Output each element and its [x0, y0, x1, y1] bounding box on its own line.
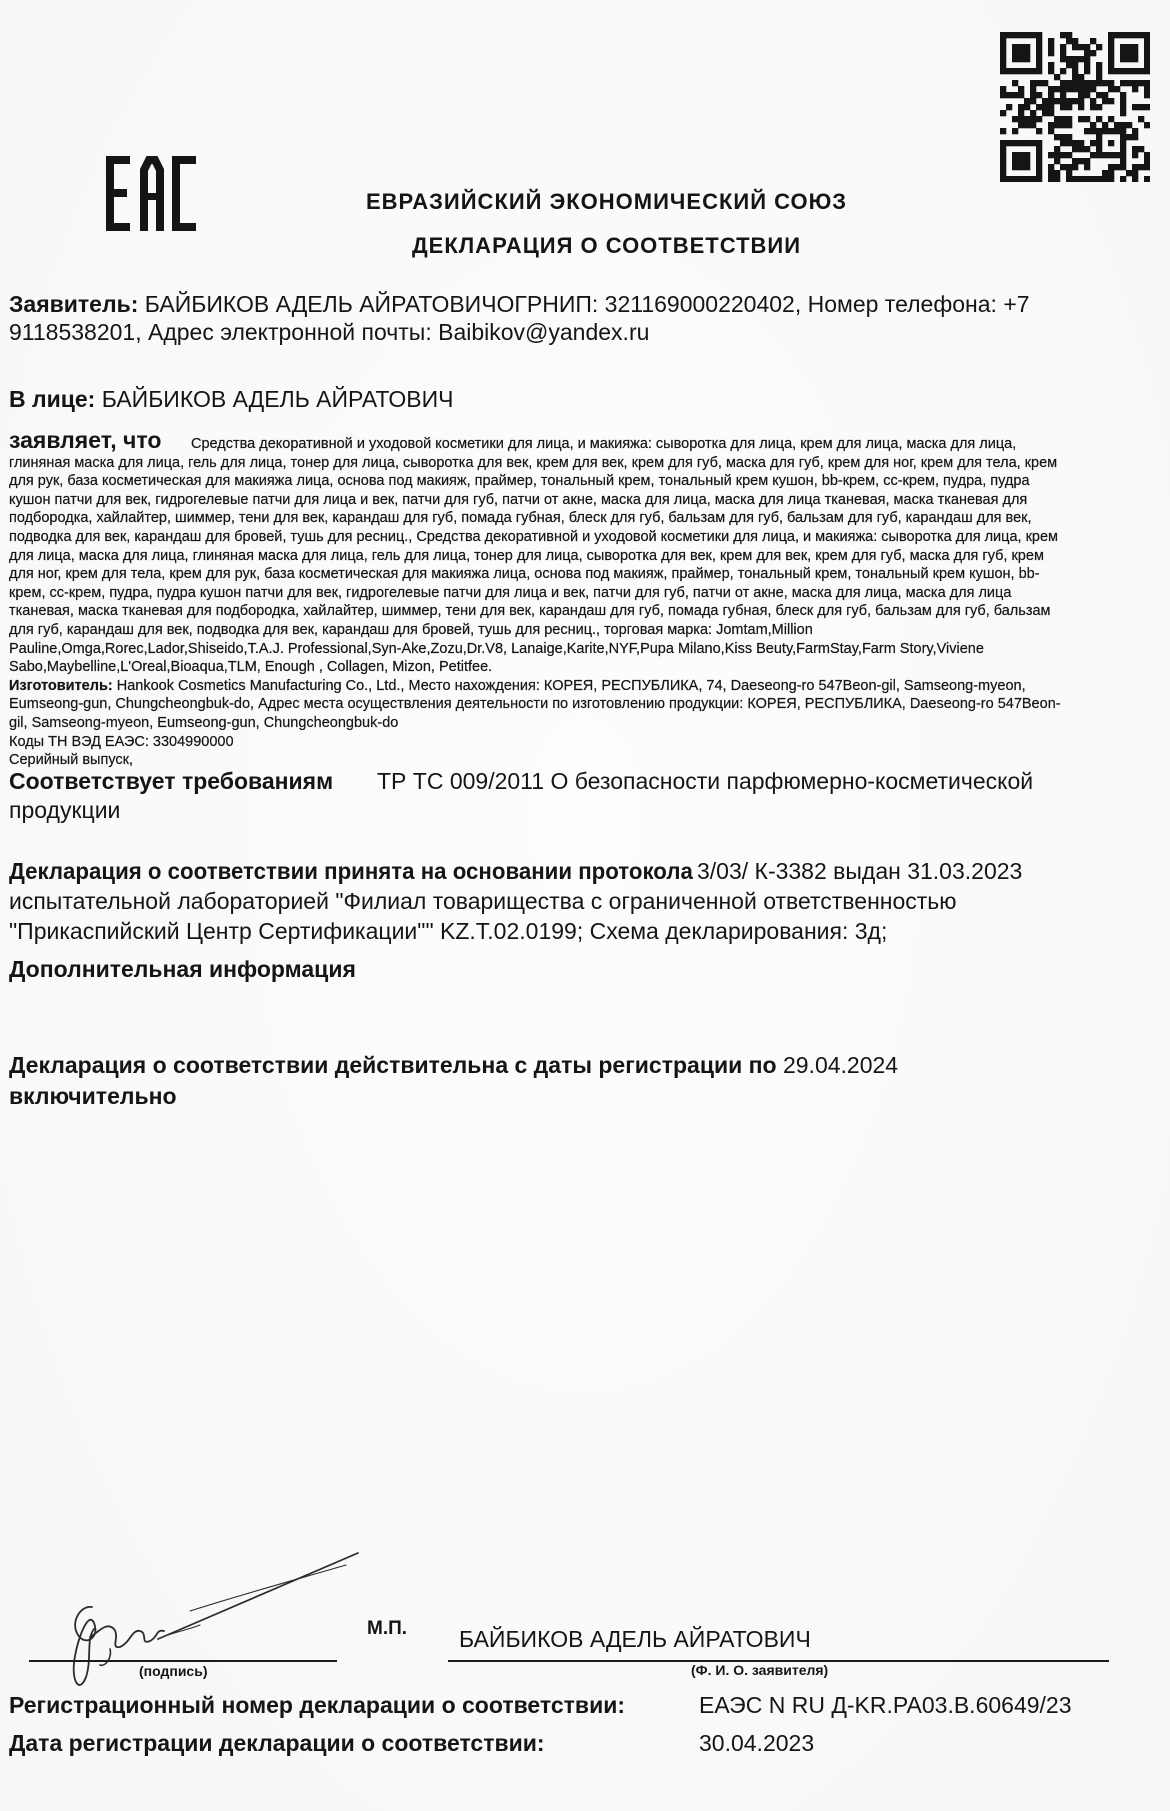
validity-label: Декларация о соответствии действительна с даты регистрации по: [9, 1052, 777, 1078]
applicant-row: [9, 290, 1159, 319]
stamp-placeholder: М.П.: [367, 1618, 408, 1639]
document-title: ДЕКЛАРАЦИЯ О СООТВЕТСТВИИ: [411, 233, 802, 258]
trademark-line: [9, 640, 1122, 659]
conformity-value: ТР ТС 009/2011 О безопасности парфюмерно-косметической: [377, 768, 1034, 794]
conformity-value-row: [377, 767, 1157, 796]
registration-number-row: [699, 1691, 1154, 1720]
trademark-line: [9, 658, 1122, 677]
product-line-text: Средства декоративной и уходовой косметики для лица, и макияжа: сыворотка для лица, крем для лица, маска для лица,: [191, 436, 1017, 452]
basis-row-2: [9, 887, 1159, 916]
laboratory-scheme: "Прикаспийский Центр Сертификации"" KZ.T.02.0199; Схема декларирования: 3д;: [9, 918, 888, 944]
conformity-label: Соответствует требованиям: [9, 768, 334, 794]
product-line: [9, 621, 1122, 640]
qr-code: [1000, 32, 1150, 182]
conformity-label-row: [9, 767, 364, 796]
validity-date: 29.04.2024: [782, 1052, 899, 1078]
signer-name: БАЙБИКОВ АДЕЛЬ АЙРАТОВИЧ: [459, 1626, 811, 1652]
trademark-line-text: Sabo,Maybelline,L'Oreal,Bioaqua,TLM, Enough , Collagen, Mizon, Petitfee.: [9, 659, 493, 676]
declares-label: заявляет, что: [9, 427, 162, 453]
representative-row: [9, 385, 1159, 414]
applicant-contacts: 9118538201, Адрес электронной почты: Baibikov@yandex.ru: [9, 319, 650, 345]
product-line: [9, 509, 1122, 528]
basis-label-row: [9, 857, 693, 886]
conformity-value-continued: продукции: [9, 797, 121, 823]
product-line: [9, 454, 1122, 473]
product-line-text: для рук, база косметическая для макияжа лица, основа под макияж, праймер, тональный крем, тональный крем кушон, bb-крем, cc-крем, пудра, пудра: [9, 473, 1030, 490]
trademark-line-text: Pauline,Omga,Rorec,Lador,Shiseido,T.A.J. Professional,Syn-Ake,Zozu,Dr.V8, Lanaige,Karite,NYF,Pupa Milano,Kiss Beuty,FarmStay,Farm Story,Viviene: [9, 640, 984, 657]
validity-row: [9, 1051, 1159, 1080]
applicant-row-2: [9, 318, 1159, 347]
eac-logo: [106, 156, 196, 231]
registration-date-label: Дата регистрации декларации о соответствии:: [9, 1730, 545, 1756]
signer-caption: (Ф. И. О. заявителя): [691, 1662, 829, 1678]
representative-line: [9, 385, 454, 414]
basis-label: Декларация о соответствии принята на основании протокола: [9, 858, 693, 884]
protocol-reference: 3/03/ К-3382 выдан 31.03.2023: [697, 858, 1023, 884]
registration-date-label-row: [9, 1729, 689, 1758]
additional-info-label: Дополнительная информация: [9, 956, 356, 982]
registration-date: 30.04.2023: [699, 1730, 815, 1756]
basis-value-row: [697, 857, 1157, 886]
product-line-text: глиняная маска для лица, гель для лица, тонер для лица, сыворотка для век, крем для век, крем для губ, маска для губ, крем для ног, крем для тела, крем: [9, 454, 1058, 471]
manufacturer-line-text: Eumseong-gun, Chungcheongbuk-do, Адрес места осуществления деятельности по изготовлению продукции: КОРЕЯ, РЕСПУБЛИКА, Daeseong-ro 547Beon-: [9, 696, 1061, 713]
manufacturer-line-text: gil, Samseong-myeon, Eumseong-gun, Chungcheongbuk-do: [9, 714, 399, 731]
product-line: [9, 584, 1122, 603]
manufacturer-line: [9, 677, 1122, 696]
applicant-label: Заявитель:: [9, 291, 139, 317]
product-line-text: для ног, крем для тела, крем для рук, база косметическая для макияжа лица, основа под макияж, праймер, тональный крем, тональный крем кушон, bb-: [9, 566, 1040, 583]
signature-caption: (подпись): [139, 1663, 208, 1679]
registration-number-label-row: [9, 1691, 689, 1720]
registration-number-label: Регистрационный номер декларации о соответствии:: [9, 1692, 626, 1718]
release-type-text: Серийный выпуск,: [9, 752, 134, 769]
union-title: ЕВРАЗИЙСКИЙ ЭКОНОМИЧЕСКИЙ СОЮЗ: [365, 189, 848, 214]
product-line-text: крем, cc-крем, пудра, пудра кушон патчи для век, гидрогелевые патчи для лица и век, патчи для губ, патчи от акне, маска для лица, маска для лица: [9, 584, 1012, 601]
manufacturer-address: Hankook Cosmetics Manufacturing Co., Ltd., Место нахождения: КОРЕЯ, РЕСПУБЛИКА, 74, Daeseong-ro 547Beon-gil, Samseong-myeon,: [116, 677, 1026, 694]
registration-number: ЕАЭС N RU Д-KR.PA03.B.60649/23: [699, 1692, 1072, 1718]
manufacturer-line: [9, 714, 1122, 733]
product-line-text: тканевая, маска тканевая для подбородка, хайлайтер, шиммер, тени для век, карандаш для губ, помада губная, блеск для губ, бальзам для губ, бальзам: [9, 603, 1051, 620]
manufacturer-line: [9, 695, 1122, 714]
product-line-text: подводка для век, карандаш для бровей, тушь для ресниц., Средства декоративной и уходовой косметики для лица, и макияжа: сыворотка для лица, крем: [9, 528, 1059, 545]
tn-ved-codes: [9, 733, 1122, 752]
product-line-text: для лица, маска для лица, глиняная маска для лица, гель для лица, тонер для лица, сыворотка для век, крем для век, крем для губ, маска для губ, крем: [9, 547, 1044, 564]
representative-value: БАЙБИКОВ АДЕЛЬ АЙРАТОВИЧ: [101, 386, 454, 412]
product-line: [9, 491, 1122, 510]
product-line: [9, 472, 1122, 491]
union-title-row: [358, 188, 855, 216]
manufacturer-label: Изготовитель:: [9, 677, 113, 694]
tn-ved-codes-text: Коды ТН ВЭД ЕАЭС: 3304990000: [9, 733, 234, 750]
laboratory-name: испытательной лабораторией "Филиал товарищества с ограниченной ответственностью: [9, 888, 957, 914]
product-line: [9, 547, 1122, 566]
validity-line: [9, 1051, 898, 1080]
product-line: [9, 602, 1122, 621]
product-line-text: кушон патчи для век, гидрогелевые патчи для лица и век, патчи для губ, патчи от акне, маска для лица, маска для лица тканевая, маска тканевая для: [9, 491, 1028, 508]
product-line: [191, 435, 1122, 454]
basis-row-3: [9, 917, 1159, 946]
product-line-text: для губ, карандаш для век, подводка для век, карандаш для бровей, тушь для ресниц., торговая марка: Jomtam,Million: [9, 621, 813, 638]
document-title-row: [358, 232, 855, 260]
declaration-details: [9, 435, 1122, 770]
applicant-value: БАЙБИКОВ АДЕЛЬ АЙРАТОВИЧОГРНИП: 321169000220402, Номер телефона: +7: [144, 291, 1030, 317]
representative-label: В лице:: [9, 386, 96, 412]
manufacturer-line-text: [9, 677, 1026, 696]
applicant-line-1: [9, 290, 1030, 319]
product-line-text: подбородка, хайлайтер, шиммер, тени для век, карандаш для губ, помада губная, блеск для губ, бальзам для губ, бальзам для губ, карандаш для век,: [9, 510, 1032, 527]
validity-suffix: включительно: [9, 1083, 177, 1109]
product-line: [9, 565, 1122, 584]
product-line: [9, 528, 1122, 547]
